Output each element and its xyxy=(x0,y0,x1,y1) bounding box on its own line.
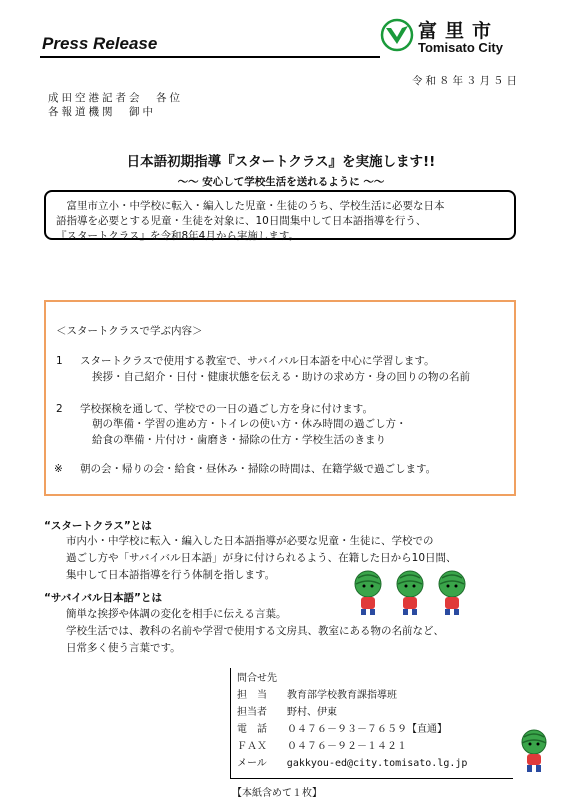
item-number: 2 xyxy=(56,403,63,415)
definition-line: 市内小・中学校に転入・編入した日本語指導が必要な児童・生徒に、学校での xyxy=(66,535,434,547)
start-class-heading: “スタートクラス”とは xyxy=(44,520,152,532)
definition-line: 過ごし方や「サバイバル日本語」が身に付けられるよう、在籍した日から10日間、 xyxy=(66,552,457,564)
city-name-en: Tomisato City xyxy=(418,40,503,55)
contact-person: 担当者 野村、伊東 xyxy=(237,707,337,718)
contact-phone: 電 話 ０４７６－９３－７６５９【直通】 xyxy=(237,724,447,735)
item-number: 1 xyxy=(56,355,63,367)
mascot-icon xyxy=(439,571,465,615)
press-release-label: Press Release xyxy=(42,34,158,53)
summary-line: 富里市立小・中学校に転入・編入した児童・生徒のうち、学校生活に必要な日本 xyxy=(56,200,445,212)
summary-line: 『スタートクラス』を令和8年4月から実施します。 xyxy=(56,230,299,242)
learning-content-box xyxy=(44,300,516,496)
mascot-icon xyxy=(516,728,552,774)
contact-block xyxy=(230,668,513,779)
content-heading: ＜スタートクラスで学ぶ内容＞ xyxy=(56,325,203,337)
note-mark: ※ xyxy=(54,463,63,475)
item-text: スタートクラスで使用する教室で、サバイバル日本語を中心に学習します。 xyxy=(80,355,435,367)
page-count-note: 【本紙含めて１枚】 xyxy=(232,788,322,799)
definition-line: 簡単な挨拶や体調の変化を相手に伝える言葉。 xyxy=(66,608,287,620)
summary-box xyxy=(44,190,516,240)
note-text: 朝の会・帰りの会・給食・昼休み・掃除の時間は、在籍学級で過ごします。 xyxy=(80,463,437,475)
contact-fax: ＦＡＸ ０４７６－９２－１４２１ xyxy=(237,741,407,752)
definition-line: 集中して日本語指導を行う体制を指します。 xyxy=(66,569,276,581)
item-subtext: 給食の準備・片付け・歯磨き・掃除の仕方・学校生活のきまり xyxy=(92,434,386,446)
mascot-icon xyxy=(397,571,423,615)
document-subtitle: ～～ 安心して学校生活を送れるように ～～ xyxy=(177,176,385,188)
recipient-press-club: 成田空港記者会 各位 xyxy=(48,92,183,104)
item-subtext: 朝の準備・学習の進め方・トイレの使い方・休み時間の過ごし方・ xyxy=(92,418,407,430)
city-emblem-icon xyxy=(380,18,414,52)
definition-line: 学校生活では、教科の名前や学習で使用する文房具、教室にある物の名前など、 xyxy=(66,625,444,637)
document-title: 日本語初期指導『スタートクラス』を実施します!! xyxy=(126,154,436,170)
item-subtext: 挨拶・自己紹介・日付・健康状態を伝える・助けの求め方・身の回りの物の名前 xyxy=(92,371,470,383)
contact-label: 問合せ先 xyxy=(237,673,277,684)
contact-department: 担 当 教育部学校教育課指導班 xyxy=(237,690,397,701)
survival-japanese-heading: “サバイバル日本語”とは xyxy=(44,592,162,604)
release-date: 令和８年３月５日 xyxy=(412,75,520,87)
mascot-group-icon xyxy=(350,568,480,618)
item-text: 学校探検を通して、学校での一日の過ごし方を身に付けます。 xyxy=(80,403,373,415)
header-rule xyxy=(40,56,380,58)
city-name-jp: 富里市 xyxy=(418,20,500,42)
definition-line: 日常多く使う言葉です。 xyxy=(66,642,181,654)
contact-email[interactable]: メール gakkyou-ed@city.tomisato.lg.jp xyxy=(237,758,468,769)
recipient-media: 各報道機関 御中 xyxy=(48,106,156,118)
mascot-icon xyxy=(355,571,381,615)
summary-line: 語指導を必要とする児童・生徒を対象に、10日間集中して日本語指導を行う、 xyxy=(56,215,427,227)
